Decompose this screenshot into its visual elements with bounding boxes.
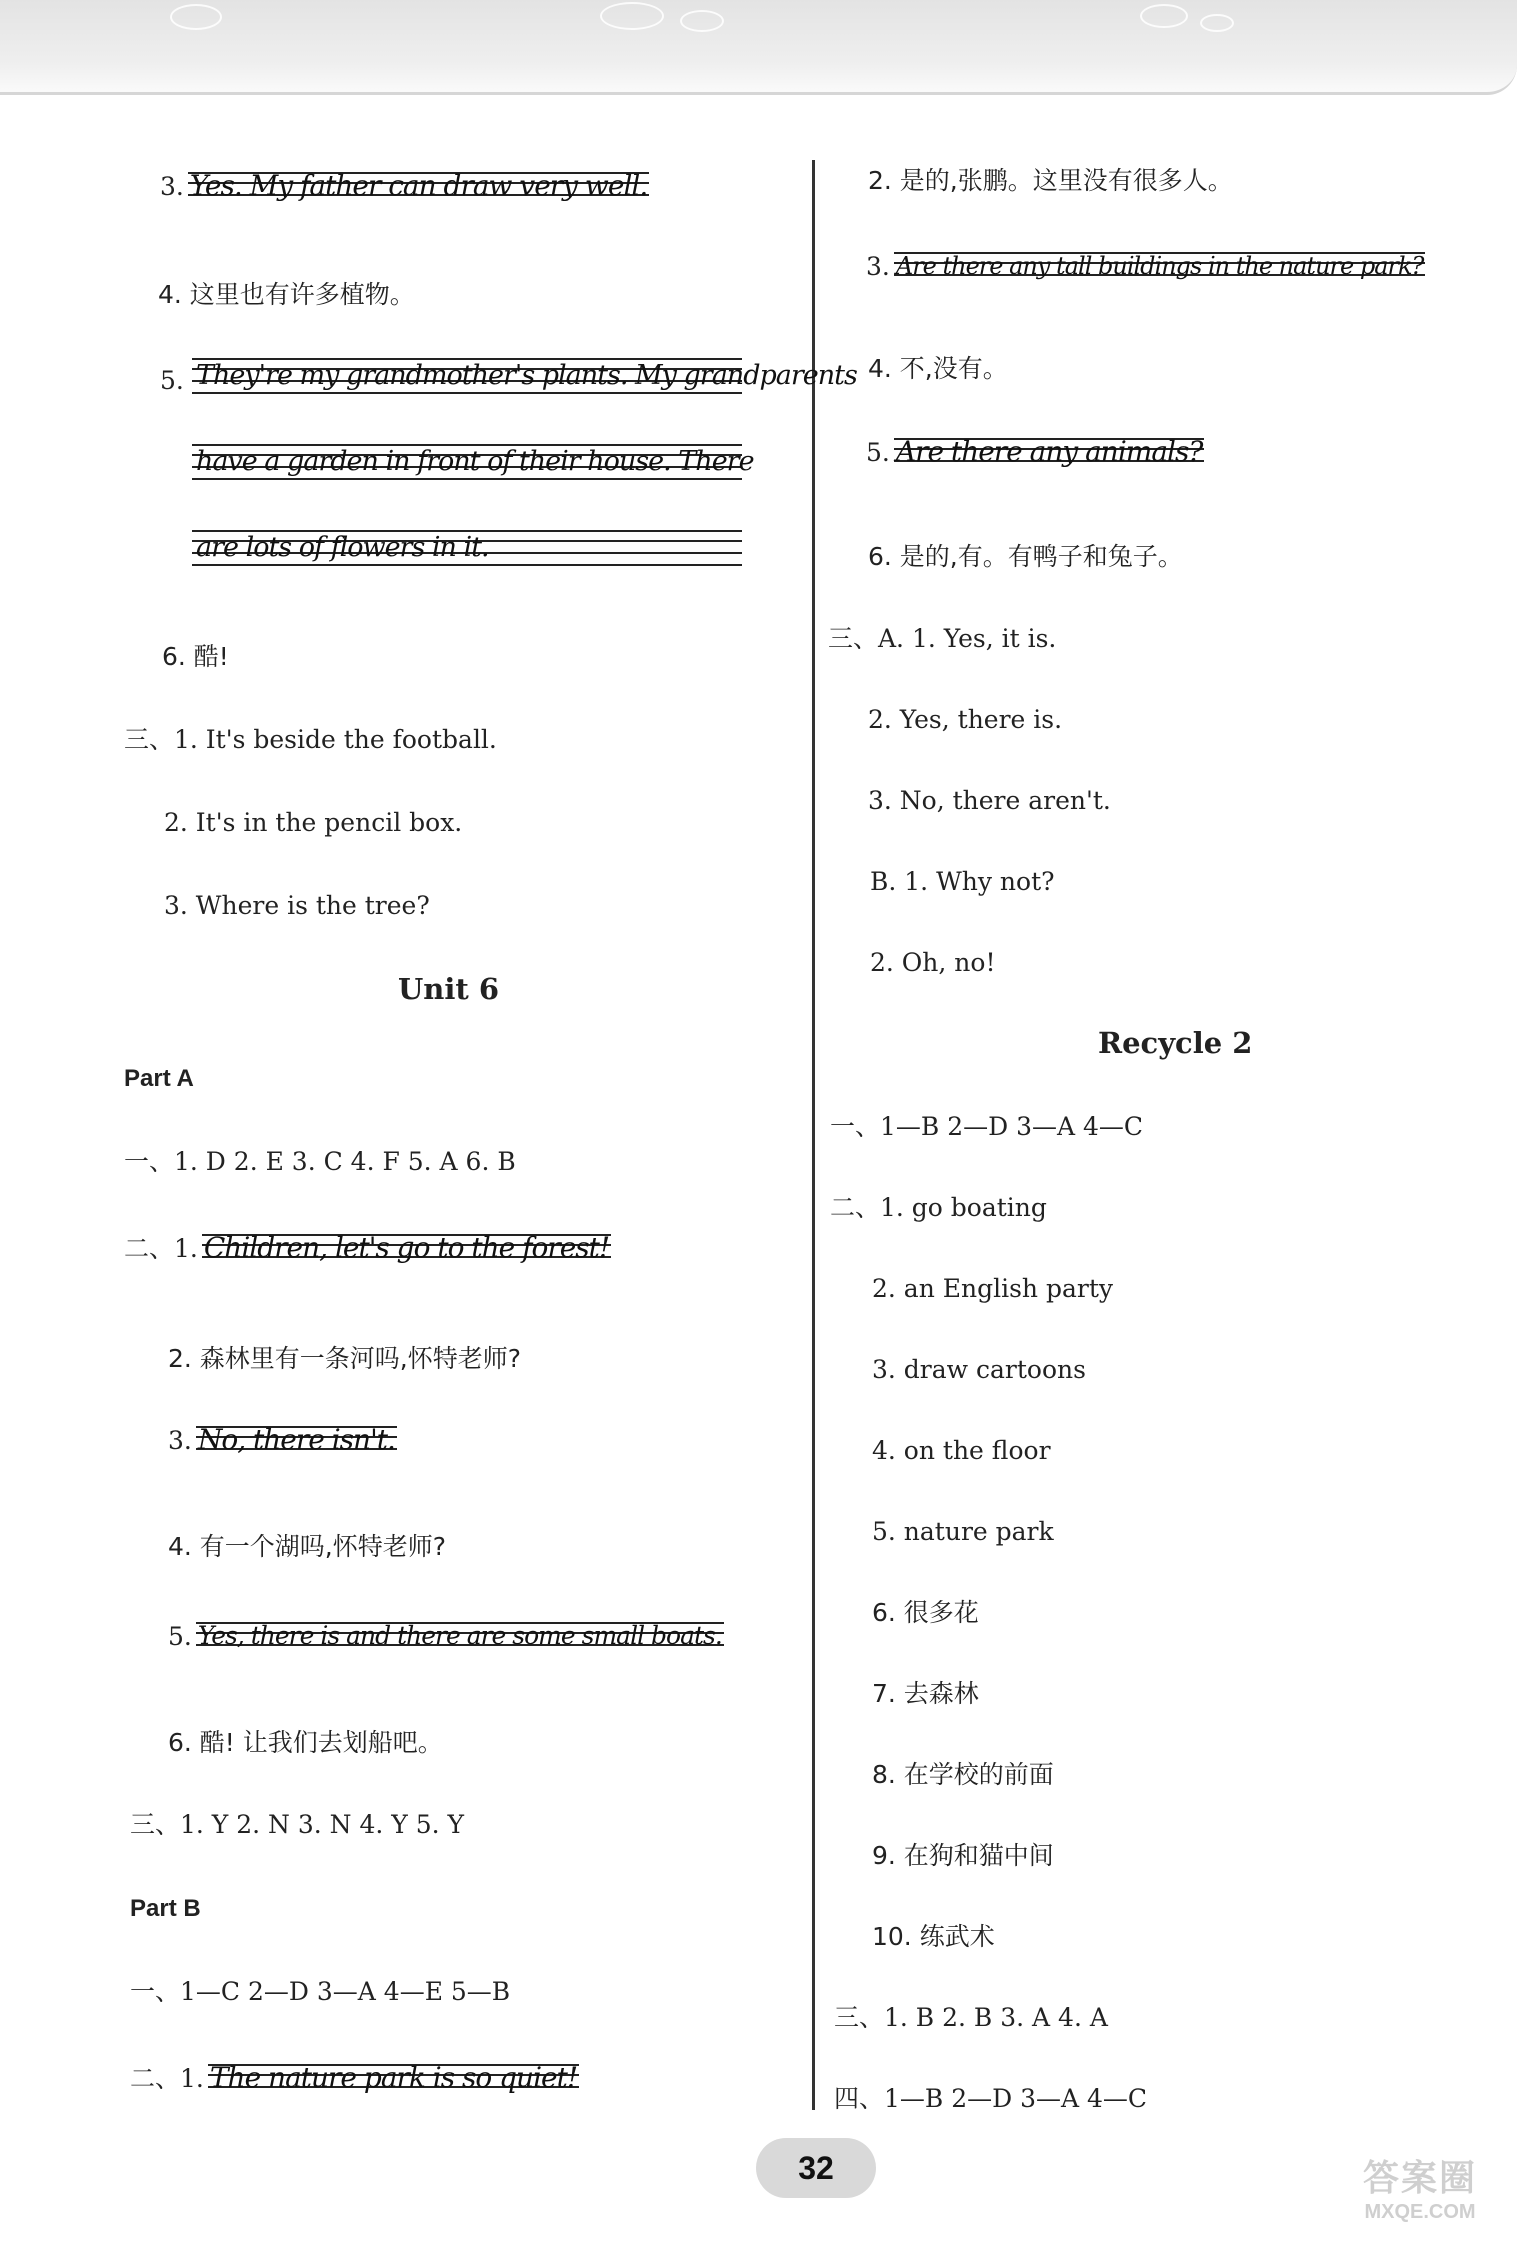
watermark-logo (1330, 2150, 1510, 2235)
section-3a-item-1: 三、A. 1. Yes, it is. (828, 624, 1057, 653)
section-3a-item-2: 2. Yes, there is. (868, 705, 1063, 734)
recycle-section-2-item: 2. an English party (872, 1274, 1114, 1303)
item-number: 5. (168, 1622, 192, 1651)
answer-5-handwritten (192, 352, 857, 610)
answer-5-handwritten (866, 436, 1204, 470)
part-b-section-1: 一、1—C 2—D 3—A 4—E 5—B (130, 1977, 511, 2006)
recycle-section-2-item: 6. 很多花 (872, 1598, 979, 1627)
section-3b-item-1: B. 1. Why not? (870, 867, 1055, 896)
recycle-section-2-item: 3. draw cartoons (872, 1355, 1086, 1384)
recycle-section-2-item: 5. nature park (872, 1517, 1054, 1546)
section-3b-item-2: 2. Oh, no! (870, 948, 996, 977)
header-band (0, 0, 1517, 95)
watermark-url: MXQE.COM (1364, 2201, 1476, 2223)
part-a-section-1: 一、1. D 2. E 3. C 4. F 5. A 6. B (124, 1147, 516, 1176)
recycle-section-2-item: 二、1. go boating (830, 1193, 1047, 1222)
watermark-text: 答案圈 (1362, 2157, 1477, 2198)
handwritten-line: have a garden in front of their house. There (192, 438, 742, 524)
handwritten-line: They're my grandmother's plants. My grandparents (192, 352, 742, 438)
recycle-section-2-item: 4. on the floor (872, 1436, 1051, 1465)
answer-3-handwritten (160, 170, 649, 204)
item-number: 5. (160, 366, 184, 395)
recycle-heading: Recycle 2 (1098, 1026, 1253, 1060)
part-a-answer-5-handwritten (168, 1620, 724, 1654)
answer-3-handwritten (866, 250, 1425, 284)
answer-4: 4. 这里也有许多植物。 (158, 280, 415, 309)
handwritten-sentence: Yes. My father can draw very well. (189, 169, 648, 202)
handwritten-sentence: Are there any animals? (895, 435, 1203, 468)
decor-bubble (170, 4, 222, 30)
section-3-item-2: 2. It's in the pencil box. (164, 808, 463, 837)
unit-heading: Unit 6 (398, 972, 500, 1006)
recycle-section-2-item: 8. 在学校的前面 (872, 1760, 1054, 1789)
decor-bubble (1140, 4, 1188, 28)
handwritten-line: are lots of flowers in it. (192, 524, 742, 610)
answer-2: 2. 是的,张鹏。这里没有很多人。 (868, 166, 1233, 195)
recycle-section-3: 三、1. B 2. B 3. A 4. A (834, 2003, 1108, 2032)
recycle-section-1: 一、1—B 2—D 3—A 4—C (830, 1112, 1144, 1141)
item-number: 二、1. (124, 1234, 198, 1263)
item-number: 3. (866, 252, 890, 281)
handwritten-sentence: No, there isn't. (197, 1423, 395, 1456)
answer-4: 4. 不,没有。 (868, 354, 1008, 383)
decor-bubble (680, 10, 724, 32)
part-b-label: Part B (130, 1895, 201, 1922)
item-number: 5. (866, 438, 890, 467)
handwritten-sentence: Are there any tall buildings in the nature park? (894, 250, 1426, 284)
part-a-label: Part A (124, 1065, 194, 1092)
recycle-section-4: 四、1—B 2—D 3—A 4—C (834, 2084, 1148, 2113)
recycle-section-2-item: 9. 在狗和猫中间 (872, 1841, 1054, 1870)
recycle-section-2-item: 7. 去森林 (872, 1679, 979, 1708)
part-a-answer-6: 6. 酷! 让我们去划船吧。 (168, 1728, 443, 1757)
part-a-answer-3-handwritten (168, 1424, 397, 1458)
section-3-item-1: 三、1. It's beside the football. (124, 725, 497, 754)
item-number: 二、1. (130, 2064, 204, 2093)
part-a-answer-1-handwritten (124, 1232, 611, 1266)
item-number: 3. (160, 172, 184, 201)
part-a-answer-2: 2. 森林里有一条河吗,怀特老师? (168, 1344, 522, 1373)
part-b-answer-1-handwritten (130, 2062, 579, 2096)
page-number: 32 (756, 2138, 876, 2198)
section-3a-item-3: 3. No, there aren't. (868, 786, 1111, 815)
handwritten-sentence: Yes, there is and there are some small boats. (196, 1620, 724, 1654)
answer-6: 6. 酷! (162, 642, 229, 671)
part-a-answer-4: 4. 有一个湖吗,怀特老师? (168, 1532, 447, 1561)
decor-bubble (600, 2, 664, 30)
column-divider (812, 160, 815, 2110)
handwritten-sentence: Children, let's go to the forest! (203, 1231, 610, 1264)
answer-6: 6. 是的,有。有鸭子和兔子。 (868, 542, 1183, 571)
part-a-section-3: 三、1. Y 2. N 3. N 4. Y 5. Y (130, 1810, 465, 1839)
decor-bubble (1200, 14, 1234, 32)
section-3-item-3: 3. Where is the tree? (164, 891, 430, 920)
recycle-section-2-item: 10. 练武术 (872, 1922, 995, 1951)
item-number: 3. (168, 1426, 192, 1455)
handwritten-sentence: The nature park is so quiet! (209, 2061, 578, 2094)
